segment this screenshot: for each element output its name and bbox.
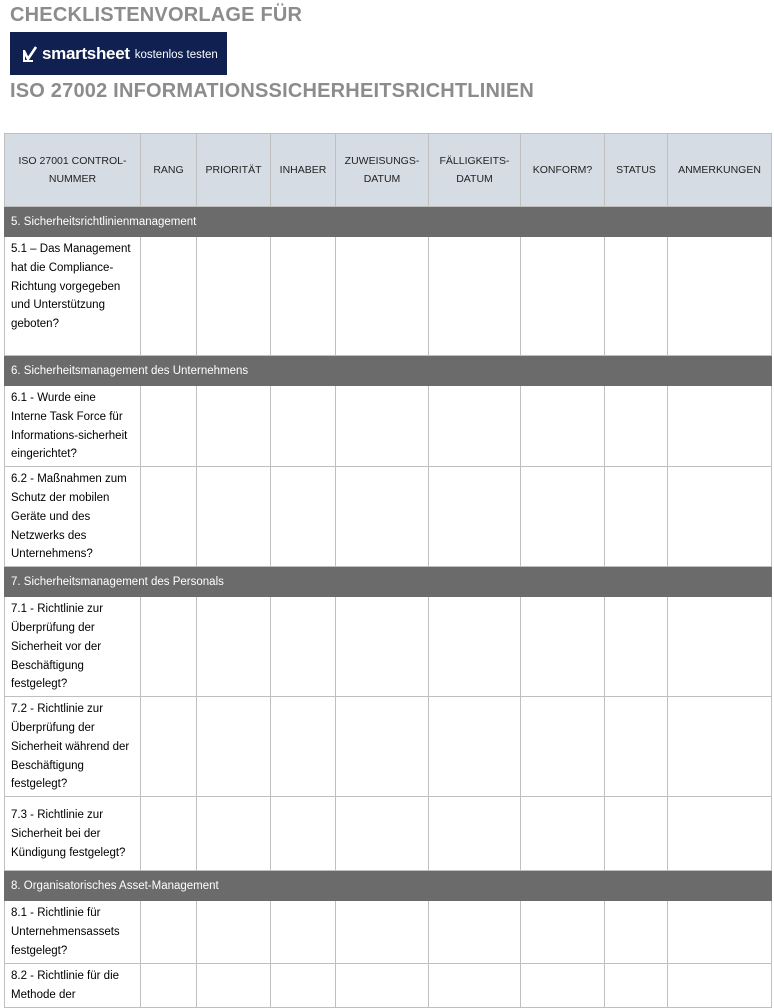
faelligkeitsdatum-cell[interactable] [429, 386, 521, 467]
column-header: ZUWEISUNGS-DATUM [336, 134, 429, 207]
table-row [5, 797, 772, 871]
rang-cell[interactable] [141, 386, 197, 467]
column-header: PRIORITÄT [197, 134, 271, 207]
status-cell[interactable] [605, 901, 668, 964]
section-row [5, 567, 772, 597]
control-question: 8.1 - Richtlinie für Unternehmensassets festgelegt? [5, 901, 141, 964]
prioritaet-cell[interactable] [197, 797, 271, 871]
section-row [5, 871, 772, 901]
column-header: ANMERKUNGEN [668, 134, 772, 207]
inhaber-cell[interactable] [271, 467, 336, 567]
faelligkeitsdatum-cell[interactable] [429, 467, 521, 567]
logo-brand-text: smartsheet [42, 43, 130, 63]
zuweisungsdatum-cell[interactable] [336, 964, 429, 1008]
prioritaet-cell[interactable] [197, 386, 271, 467]
column-header: ISO 27001 CONTROL-NUMMER [5, 134, 141, 207]
rang-cell[interactable] [141, 237, 197, 356]
section-title: 8. Organisatorisches Asset-Management [5, 871, 772, 901]
zuweisungsdatum-cell[interactable] [336, 901, 429, 964]
inhaber-cell[interactable] [271, 237, 336, 356]
section-row [5, 207, 772, 237]
control-question: 7.3 - Richtlinie zur Sicherheit bei der Kündigung festgelegt? [5, 797, 141, 871]
logo-cta-text: kostenlos testen [134, 48, 218, 61]
section-title: 7. Sicherheitsmanagement des Personals [5, 567, 772, 597]
inhaber-cell[interactable] [271, 697, 336, 797]
anmerkungen-cell[interactable] [668, 697, 772, 797]
table-row [5, 901, 772, 964]
rang-cell[interactable] [141, 797, 197, 871]
konform-cell[interactable] [521, 467, 605, 567]
zuweisungsdatum-cell[interactable] [336, 697, 429, 797]
section-title: 6. Sicherheitsmanagement des Unternehmens [5, 356, 772, 386]
status-cell[interactable] [605, 467, 668, 567]
zuweisungsdatum-cell[interactable] [336, 386, 429, 467]
status-cell[interactable] [605, 597, 668, 697]
konform-cell[interactable] [521, 964, 605, 1008]
column-header: FÄLLIGKEITS-DATUM [429, 134, 521, 207]
inhaber-cell[interactable] [271, 597, 336, 697]
anmerkungen-cell[interactable] [668, 386, 772, 467]
konform-cell[interactable] [521, 597, 605, 697]
rang-cell[interactable] [141, 467, 197, 567]
inhaber-cell[interactable] [271, 797, 336, 871]
faelligkeitsdatum-cell[interactable] [429, 797, 521, 871]
control-question: 8.2 - Richtlinie für die Methode der [5, 964, 141, 1008]
prioritaet-cell[interactable] [197, 964, 271, 1008]
section-title: 5. Sicherheitsrichtlinienmanagement [5, 207, 772, 237]
konform-cell[interactable] [521, 386, 605, 467]
table-row [5, 237, 772, 356]
anmerkungen-cell[interactable] [668, 467, 772, 567]
table-row [5, 467, 772, 567]
faelligkeitsdatum-cell[interactable] [429, 597, 521, 697]
status-cell[interactable] [605, 237, 668, 356]
table-row [5, 697, 772, 797]
control-question: 6.1 - Wurde eine Interne Task Force für Informations-sicherheit eingerichtet? [5, 386, 141, 467]
table-row [5, 386, 772, 467]
faelligkeitsdatum-cell[interactable] [429, 237, 521, 356]
table-row [5, 597, 772, 697]
prioritaet-cell[interactable] [197, 467, 271, 567]
anmerkungen-cell[interactable] [668, 597, 772, 697]
control-question: 6.2 - Maßnahmen zum Schutz der mobilen Geräte und des Netzwerks des Unternehmens? [5, 467, 141, 567]
faelligkeitsdatum-cell[interactable] [429, 964, 521, 1008]
inhaber-cell[interactable] [271, 964, 336, 1008]
faelligkeitsdatum-cell[interactable] [429, 697, 521, 797]
prioritaet-cell[interactable] [197, 237, 271, 356]
anmerkungen-cell[interactable] [668, 797, 772, 871]
checklist-table [4, 133, 772, 1008]
section-row [5, 356, 772, 386]
konform-cell[interactable] [521, 697, 605, 797]
rang-cell[interactable] [141, 964, 197, 1008]
title-line-1: CHECKLISTENVORLAGE FÜR [10, 4, 303, 26]
column-header: STATUS [605, 134, 668, 207]
control-question: 7.2 - Richtlinie zur Überprüfung der Sicherheit während der Beschäftigung festgelegt? [5, 697, 141, 797]
prioritaet-cell[interactable] [197, 697, 271, 797]
status-cell[interactable] [605, 964, 668, 1008]
rang-cell[interactable] [141, 597, 197, 697]
zuweisungsdatum-cell[interactable] [336, 797, 429, 871]
rang-cell[interactable] [141, 901, 197, 964]
konform-cell[interactable] [521, 901, 605, 964]
inhaber-cell[interactable] [271, 386, 336, 467]
title-line-2: ISO 27002 INFORMATIONSSICHERHEITSRICHTLINIEN [10, 80, 535, 102]
prioritaet-cell[interactable] [197, 901, 271, 964]
inhaber-cell[interactable] [271, 901, 336, 964]
faelligkeitsdatum-cell[interactable] [429, 901, 521, 964]
control-question: 7.1 - Richtlinie zur Überprüfung der Sicherheit vor der Beschäftigung festgelegt? [5, 597, 141, 697]
anmerkungen-cell[interactable] [668, 901, 772, 964]
zuweisungsdatum-cell[interactable] [336, 467, 429, 567]
konform-cell[interactable] [521, 237, 605, 356]
column-header: KONFORM? [521, 134, 605, 207]
column-header: RANG [141, 134, 197, 207]
status-cell[interactable] [605, 797, 668, 871]
zuweisungsdatum-cell[interactable] [336, 237, 429, 356]
control-question: 5.1 – Das Management hat die Compliance-Richtung vorgegeben und Unterstützung geboten? [5, 237, 141, 356]
zuweisungsdatum-cell[interactable] [336, 597, 429, 697]
table-row [5, 964, 772, 1008]
anmerkungen-cell[interactable] [668, 237, 772, 356]
status-cell[interactable] [605, 697, 668, 797]
konform-cell[interactable] [521, 797, 605, 871]
header-row [5, 134, 772, 207]
column-header: INHABER [271, 134, 336, 207]
prioritaet-cell[interactable] [197, 597, 271, 697]
anmerkungen-cell[interactable] [668, 964, 772, 1008]
rang-cell[interactable] [141, 697, 197, 797]
smartsheet-check-icon [23, 46, 37, 62]
smartsheet-logo-link[interactable] [10, 32, 227, 75]
status-cell[interactable] [605, 386, 668, 467]
